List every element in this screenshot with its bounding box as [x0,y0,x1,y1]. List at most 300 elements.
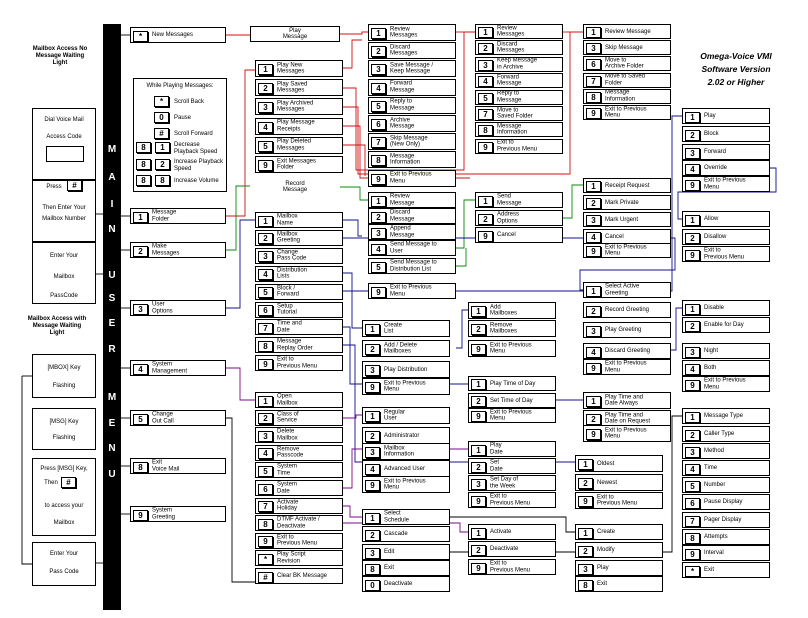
system-date-options-item[interactable] [468,458,556,474]
record-options-item[interactable] [368,224,456,240]
key-3-icon[interactable]: 3 [258,251,273,262]
user-options-item[interactable] [255,355,343,371]
key-2-icon[interactable]: 2 [371,212,386,223]
edit-options-item[interactable] [682,494,770,510]
key-6-icon[interactable]: 6 [685,498,700,509]
dial-panel [32,108,96,180]
user-options-item[interactable] [255,337,343,353]
key-3-icon[interactable]: 3 [586,215,601,226]
key-6-icon[interactable]: 6 [371,119,386,130]
key-2-icon[interactable]: 2 [258,233,273,244]
greeting-options-item[interactable] [583,359,671,375]
holiday-options-item[interactable] [362,526,450,542]
key-4-icon[interactable]: 4 [685,164,700,175]
key-2-icon[interactable]: 2 [685,233,700,244]
folder-menu-item[interactable] [255,60,343,77]
play-options-b-item[interactable] [475,57,563,72]
replay-options-item[interactable] [575,455,663,472]
key-1-icon[interactable]: 1 [371,28,386,39]
add-delete-options-item[interactable] [468,320,556,337]
key-9-icon[interactable]: 9 [258,536,273,547]
edit-options-item[interactable] [682,426,770,442]
distribution-options-item[interactable] [362,320,450,337]
key-2-icon[interactable]: 2 [586,414,601,425]
play-options-a-item[interactable] [368,60,456,77]
key-3-icon[interactable]: 3 [133,304,148,315]
key-7-icon[interactable]: 7 [685,516,700,527]
edit-options-item[interactable] [682,443,770,459]
user-options-item[interactable] [255,266,343,282]
key-#-icon[interactable]: # [258,572,273,583]
key-2-icon[interactable]: 2 [471,396,486,407]
play-options-c-item[interactable] [583,40,671,55]
key-*-icon[interactable]: * [258,554,273,565]
key-1-icon[interactable]: 1 [133,212,148,223]
key-2-icon[interactable]: 2 [685,130,700,141]
play-options-c-item[interactable] [583,105,671,120]
time-play-options-item[interactable] [583,392,671,409]
main-menu-item[interactable] [130,410,226,426]
key-9-icon[interactable]: 9 [578,496,593,507]
key-1-icon[interactable]: 1 [478,196,493,207]
override-options-item[interactable] [682,343,770,359]
key-2-icon[interactable]: 2 [258,413,273,424]
key-9-icon[interactable]: 9 [685,380,700,391]
key-2-icon[interactable]: 2 [365,344,380,355]
send-options-item[interactable] [475,192,563,208]
key-5-icon[interactable]: 5 [258,466,273,477]
key-1-icon[interactable]: 1 [471,445,486,456]
key-8-icon[interactable]: 8 [478,125,493,136]
user-options-item[interactable] [255,319,343,335]
key-3-icon[interactable]: 3 [258,431,273,442]
key-4-icon[interactable]: 4 [685,464,700,475]
key-4-icon[interactable]: 4 [478,76,493,87]
key-9-icon[interactable]: 9 [258,359,273,370]
block-options-b-item[interactable] [682,246,770,262]
while-playing-label: Pause [174,115,192,121]
greeting-options-item[interactable] [583,343,671,359]
time-options-item[interactable] [468,393,556,408]
key-5-icon[interactable]: 5 [258,141,273,152]
key-1-icon[interactable]: 1 [685,412,700,423]
system-management-item[interactable] [255,498,343,514]
block-options-b-item[interactable] [682,211,770,227]
key-2-icon[interactable]: 2 [155,159,170,170]
override-options-item[interactable] [682,300,770,316]
key-9-icon[interactable]: 9 [365,382,380,393]
key-1-icon[interactable]: 1 [258,396,273,407]
system-date-options-item[interactable] [468,475,556,491]
key-5-icon[interactable]: 5 [371,101,386,112]
key-7-icon[interactable]: 7 [586,76,601,87]
override-options-label: Night [704,347,719,354]
add-delete-options-item[interactable] [468,302,556,319]
key-2-icon[interactable]: 2 [133,246,148,257]
edit-options-item[interactable] [682,408,770,424]
add-delete-options-label: Add Mailboxes [490,304,518,317]
replay-options-item[interactable] [575,492,663,509]
system-management-item[interactable] [255,515,343,531]
key-9-icon[interactable]: 9 [371,287,386,298]
edit-options-item[interactable] [682,460,770,476]
main-menu-item[interactable] [130,360,226,376]
key-3-icon[interactable]: 3 [471,479,486,490]
record-options-item[interactable] [368,240,456,256]
system-date-options-label: Play Date [490,442,503,455]
key-1-icon[interactable]: 1 [685,304,700,315]
key-2-icon[interactable]: 2 [478,214,493,225]
key-9-icon[interactable]: 9 [371,174,386,185]
key-1-icon[interactable]: 1 [471,379,486,390]
system-management-item[interactable] [255,550,343,566]
user-options-item[interactable] [255,248,343,264]
pound-key-icon[interactable]: # [67,180,82,191]
key-1-icon[interactable]: 1 [478,27,493,38]
key-8-icon[interactable]: 8 [578,580,593,591]
key-*-icon[interactable]: * [154,96,169,107]
edit-options-item[interactable] [682,477,770,493]
key-1-icon[interactable]: 1 [365,513,380,524]
key-5-icon[interactable]: 5 [258,287,273,298]
key-1-icon[interactable]: 1 [586,181,601,192]
schedule-options-item[interactable] [575,542,663,558]
key-3-icon[interactable]: 3 [371,228,386,239]
main-menu-item[interactable] [130,27,226,43]
folder-menu-item[interactable] [255,79,343,96]
key-9-icon[interactable]: 9 [586,363,601,374]
key-1-icon[interactable]: 1 [258,216,273,227]
holiday-options-item[interactable] [362,576,450,592]
key-4-icon[interactable]: 4 [586,347,601,358]
address-options-item[interactable] [583,178,671,193]
key-3-icon[interactable]: 3 [586,43,601,54]
key-5-icon[interactable]: 5 [685,481,700,492]
key-9-icon[interactable]: 9 [685,180,700,191]
play-options-a-item[interactable] [368,151,456,168]
play-options-a-item[interactable] [368,115,456,132]
holiday-options-item[interactable] [362,509,450,525]
connector-line [563,185,583,218]
key-3-icon[interactable]: 3 [478,60,493,71]
play-options-c-item[interactable] [583,73,671,88]
play-options-a-item[interactable] [368,79,456,96]
key-9-icon[interactable]: 9 [471,496,486,507]
key-3-icon[interactable]: 3 [586,326,601,337]
key-9-icon[interactable]: 9 [258,160,273,171]
key-#-icon[interactable]: # [154,128,169,139]
schedule-options-item[interactable] [575,560,663,576]
main-menu-item[interactable] [130,458,226,474]
record-options-item[interactable] [368,208,456,224]
key-1-icon[interactable]: 1 [258,64,273,75]
key-2-icon[interactable]: 2 [258,83,273,94]
key-6-icon[interactable]: 6 [258,484,273,495]
key-1-icon[interactable]: 1 [371,196,386,207]
key-2-icon[interactable]: 2 [365,530,380,541]
address-options-item[interactable] [583,229,671,244]
key-9-icon[interactable]: 9 [133,510,148,521]
key-3-icon[interactable]: 3 [685,447,700,458]
key-3-icon[interactable]: 3 [365,365,380,376]
key-2-icon[interactable]: 2 [578,478,593,489]
key-3-icon[interactable]: 3 [258,102,273,113]
key-9-icon[interactable]: 9 [478,142,493,153]
key-0-icon[interactable]: 0 [154,112,169,123]
key-8-icon[interactable]: 8 [136,142,151,153]
block-options-a-item[interactable] [682,176,770,192]
greeting-options-item[interactable] [583,282,671,298]
schedule-options-item[interactable] [575,576,663,592]
play-options-b-item[interactable] [475,40,563,55]
distribution-options-item[interactable] [362,361,450,378]
key-9-icon[interactable]: 9 [478,231,493,242]
key-1-icon[interactable]: 1 [586,27,601,38]
send-options-item[interactable] [475,210,563,226]
add-delete-options-item[interactable] [468,340,556,357]
folder-menu-item[interactable] [255,156,343,173]
edit-options-item[interactable] [682,562,770,578]
key-7-icon[interactable]: 7 [371,137,386,148]
main-menu-item[interactable] [130,506,226,522]
override-options-item[interactable] [682,317,770,333]
override-options-item[interactable] [682,360,770,376]
address-options-item[interactable] [583,243,671,258]
play-options-c-item[interactable] [583,56,671,71]
play-options-b-item[interactable] [475,24,563,39]
class-of-service-item[interactable] [362,460,450,477]
edit-options-item[interactable] [682,529,770,545]
key-4-icon[interactable]: 4 [371,83,386,94]
class-of-service-item[interactable] [362,476,450,493]
folder-menu-item[interactable] [255,98,343,115]
key-7-icon[interactable]: 7 [478,109,493,120]
play-options-a-item[interactable] [368,42,456,59]
key-1-icon[interactable]: 1 [578,528,593,539]
key-2-icon[interactable]: 2 [471,324,486,335]
key-4-icon[interactable]: 4 [685,364,700,375]
key-7-icon[interactable]: 7 [258,501,273,512]
key-6-icon[interactable]: 6 [258,305,273,316]
key-9-icon[interactable]: 9 [471,563,486,574]
time-play-options-item[interactable] [583,425,671,442]
key-9-icon[interactable]: 9 [586,429,601,440]
system-management-item[interactable] [255,533,343,549]
main-menu-item[interactable] [130,242,226,258]
dtmf-options-item[interactable] [468,559,556,575]
key-1-icon[interactable]: 1 [586,396,601,407]
key-8-icon[interactable]: 8 [258,519,273,530]
play-options-c-item[interactable] [583,89,671,104]
greeting-options-item[interactable] [583,302,671,318]
block-options-a-item[interactable] [682,160,770,176]
key-3-icon[interactable]: 3 [685,347,700,358]
key-2-icon[interactable]: 2 [685,430,700,441]
user-options-item[interactable] [255,284,343,300]
distribution-options-item[interactable] [362,340,450,357]
key-7-icon[interactable]: 7 [258,323,273,334]
play-options-b-item[interactable] [475,73,563,88]
edit-options-item[interactable] [682,545,770,561]
play-options-a-item[interactable] [368,133,456,150]
key-4-icon[interactable]: 4 [586,232,601,243]
key-3-icon[interactable]: 3 [578,564,593,575]
key-8-icon[interactable]: 8 [136,175,151,186]
system-management-item[interactable] [255,410,343,426]
play-options-a-item[interactable] [368,24,456,41]
key-1-icon[interactable]: 1 [365,324,380,335]
play-options-b-item[interactable] [475,139,563,154]
holiday-options-item[interactable] [362,544,450,560]
key-2-icon[interactable]: 2 [685,321,700,332]
system-date-options-label: Set Day of the Week [490,476,519,489]
system-management-label: Open Mailbox [277,393,298,406]
play-options-a-label: Skip Message (New Only) [390,135,428,148]
play-options-a-item[interactable] [368,170,456,187]
key-4-icon[interactable]: 4 [133,364,148,375]
key-4-icon[interactable]: 4 [258,448,273,459]
main-menu-item[interactable] [130,208,226,224]
record-options-item[interactable] [368,258,456,274]
system-management-item[interactable] [255,480,343,496]
time-options-item[interactable] [468,408,556,423]
main-menu-item[interactable] [130,300,226,316]
record-options-item[interactable] [368,283,456,299]
key-3-icon[interactable]: 3 [685,148,700,159]
key-3-icon[interactable]: 3 [365,447,380,458]
play-options-a-item[interactable] [368,97,456,114]
key-8-icon[interactable]: 8 [685,533,700,544]
key-2-icon[interactable]: 2 [586,306,601,317]
key-6-icon[interactable]: 6 [586,59,601,70]
key-1-icon[interactable]: 1 [685,112,700,123]
system-management-item[interactable] [255,392,343,408]
key-3-icon[interactable]: 3 [365,548,380,559]
key-2-icon[interactable]: 2 [586,198,601,209]
block-options-a-item[interactable] [682,126,770,142]
key-5-icon[interactable]: 5 [371,262,386,273]
greeting-options-item[interactable] [583,322,671,338]
key-1-icon[interactable]: 1 [471,528,486,539]
key-*-icon[interactable]: * [133,31,148,42]
key-1-icon[interactable]: 1 [471,306,486,317]
replay-options-item[interactable] [575,474,663,491]
address-options-item[interactable] [583,195,671,210]
play-options-b-item[interactable] [475,90,563,105]
class-of-service-item[interactable] [362,443,450,460]
key-8-icon[interactable]: 8 [371,155,386,166]
main-menu-label: User Options [152,301,173,314]
key-5-icon[interactable]: 5 [133,414,148,425]
software-version-title: Omega-Voice VMI Software Version 2.02 or Higher [700,51,772,87]
key-1-icon[interactable]: 1 [586,286,601,297]
system-management-item[interactable] [255,445,343,461]
play-options-b-label: Message Information [497,123,528,136]
edit-options-item[interactable] [682,512,770,528]
key-2-icon[interactable]: 2 [478,43,493,54]
key-4-icon[interactable]: 4 [258,269,273,280]
key-9-icon[interactable]: 9 [586,246,601,257]
system-management-item[interactable] [255,568,343,584]
system-date-options-item[interactable] [468,492,556,508]
block-options-b-label: Allow [704,215,719,222]
key-9-icon[interactable]: 9 [365,480,380,491]
edit-options-label: Method [704,447,725,454]
key-0-icon[interactable]: 0 [365,580,380,591]
block-options-a-item[interactable] [682,108,770,124]
key-8-icon[interactable]: 8 [155,175,170,186]
key-9-icon[interactable]: 9 [586,108,601,119]
key-*-icon[interactable]: * [685,566,700,577]
connector-line [343,415,362,418]
override-options-item[interactable] [682,376,770,392]
key-2-icon[interactable]: 2 [471,462,486,473]
key-4-icon[interactable]: 4 [365,464,380,475]
access-code-field[interactable] [46,146,84,162]
distribution-options-label: Play Distribution [384,366,428,373]
folder-menu-item[interactable] [255,137,343,154]
system-management-item[interactable] [255,427,343,443]
play-options-b-item[interactable] [475,106,563,121]
user-options-item[interactable] [255,212,343,228]
class-of-service-item[interactable] [362,427,450,444]
key-9-icon[interactable]: 9 [471,344,486,355]
key-2-icon[interactable]: 2 [371,46,386,57]
key-1-icon[interactable]: 1 [578,459,593,470]
key-9-icon[interactable]: 9 [471,411,486,422]
system-management-item[interactable] [255,462,343,478]
class-of-service-label: Regular User [384,409,406,422]
holiday-options-item[interactable] [362,560,450,576]
dtmf-options-item[interactable] [468,541,556,557]
play-options-c-item[interactable] [583,24,671,39]
key-8-icon[interactable]: 8 [586,92,601,103]
address-options-item[interactable] [583,212,671,227]
key-8-icon[interactable]: 8 [365,564,380,575]
folder-menu-item[interactable] [255,118,343,135]
user-options-item[interactable] [255,302,343,318]
dtmf-options-item[interactable] [468,524,556,540]
block-options-a-item[interactable] [682,144,770,160]
block-options-b-item[interactable] [682,229,770,245]
key-8-icon[interactable]: 8 [136,159,151,170]
play-options-b-item[interactable] [475,122,563,137]
user-options-item[interactable] [255,230,343,246]
key-2-icon[interactable]: 2 [365,431,380,442]
key-8-icon[interactable]: 8 [133,462,148,473]
send-options-item[interactable] [475,227,563,243]
distribution-options-item[interactable] [362,378,450,395]
key-2-icon[interactable]: 2 [471,545,486,556]
key-5-icon[interactable]: 5 [478,93,493,104]
key-1-icon[interactable]: 1 [155,142,170,153]
record-options-item[interactable] [368,192,456,208]
key-9-icon[interactable]: 9 [685,549,700,560]
key-4-icon[interactable]: 4 [258,122,273,133]
time-options-item[interactable] [468,376,556,391]
key-2-icon[interactable]: 2 [578,546,593,557]
key-1-icon[interactable]: 1 [685,215,700,226]
key-4-icon[interactable]: 4 [371,244,386,255]
key-8-icon[interactable]: 8 [258,341,273,352]
pound-key-icon-2[interactable]: # [61,477,76,488]
key-3-icon[interactable]: 3 [371,64,386,75]
key-1-icon[interactable]: 1 [365,411,380,422]
schedule-options-item[interactable] [575,524,663,540]
class-of-service-item[interactable] [362,407,450,424]
key-9-icon[interactable]: 9 [685,250,700,261]
system-date-options-item[interactable] [468,441,556,457]
